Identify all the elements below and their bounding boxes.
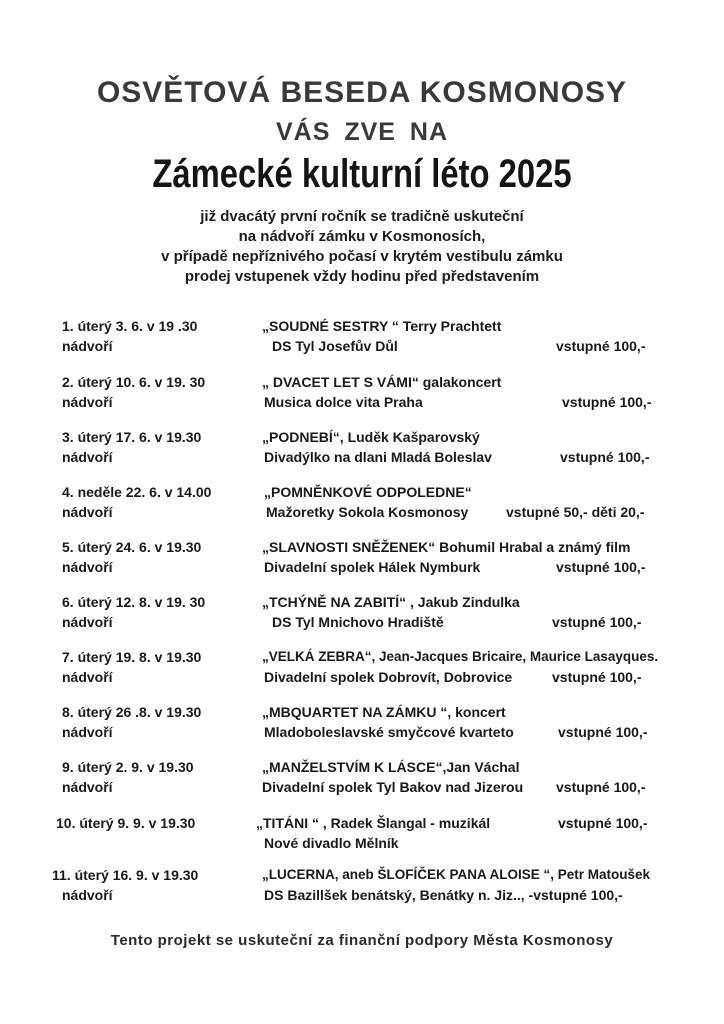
event-item bbox=[0, 867, 724, 907]
event-item bbox=[0, 374, 724, 414]
event-title: „MBQUARTET NA ZÁMKU “, koncert bbox=[262, 704, 506, 720]
event-date: 11. úterý 16. 9. v 19.30 bbox=[52, 867, 199, 883]
event-price: vstupné 100,- bbox=[558, 815, 648, 831]
event-date: 7. úterý 19. 8. v 19.30 bbox=[62, 649, 202, 665]
festival-title: Zámecké kulturní léto 2025 bbox=[152, 152, 572, 196]
organizer-heading: OSVĚTOVÁ BESEDA KOSMONOSY bbox=[96, 76, 628, 109]
event-date: 5. úterý 24. 6. v 19.30 bbox=[62, 539, 202, 555]
intro-line: v případě nepříznivého počasí v krytém vestibulu zámku bbox=[161, 248, 563, 265]
event-performer: Divadýlko na dlani Mladá Boleslav bbox=[264, 449, 492, 465]
event-title: „TITÁNI “ , Radek Šlangal - muzikál bbox=[256, 815, 491, 831]
intro-line: prodej vstupenek vždy hodinu před představením bbox=[184, 268, 540, 285]
event-title: „TCHÝNĚ NA ZABITÍ“ , Jakub Zindulka bbox=[262, 594, 520, 610]
event-title: „POMNĚNKOVÉ ODPOLEDNE“ bbox=[264, 484, 472, 500]
invite-line: VÁS ZVE NA bbox=[275, 118, 449, 146]
event-venue: nádvoří bbox=[62, 504, 113, 520]
footer-note: Tento projekt se uskuteční za finanční podpory Města Kosmonosy bbox=[110, 932, 614, 949]
intro-line: již dvacátý první ročník se tradičně uskuteční bbox=[200, 208, 524, 225]
event-title: „ DVACET LET S VÁMI“ galakoncert bbox=[262, 374, 502, 390]
event-performer: DS Tyl Mnichovo Hradiště bbox=[272, 614, 444, 630]
event-item bbox=[0, 649, 724, 689]
event-performer: Mažoretky Sokola Kosmonosy bbox=[266, 504, 469, 520]
event-title: „SOUDNÉ SESTRY “ Terry Prachtett bbox=[262, 318, 502, 334]
event-price: vstupné 100,- bbox=[552, 669, 642, 685]
intro-line: na nádvoří zámku v Kosmonosích, bbox=[238, 228, 486, 245]
event-performer: Divadelní spolek Dobrovít, Dobrovice bbox=[264, 669, 513, 685]
event-venue: nádvoří bbox=[62, 887, 113, 903]
event-date: 3. úterý 17. 6. v 19.30 bbox=[62, 429, 202, 445]
event-title: „VELKÁ ZEBRA“, Jean-Jacques Bricaire, Maurice Lasayques. bbox=[262, 649, 659, 664]
event-item bbox=[0, 484, 724, 524]
event-title: „MANŽELSTVÍM K LÁSCE“,Jan Váchal bbox=[262, 759, 520, 775]
event-item bbox=[0, 759, 724, 799]
event-price: vstupné 100,- bbox=[560, 449, 650, 465]
event-price: vstupné 100,- bbox=[562, 394, 652, 410]
event-date: 2. úterý 10. 6. v 19. 30 bbox=[62, 374, 206, 390]
event-performer: Nové divadlo Mělník bbox=[264, 835, 399, 851]
event-item bbox=[0, 815, 724, 855]
event-performer: Divadelní spolek Hálek Nymburk bbox=[264, 559, 481, 575]
event-venue: nádvoří bbox=[62, 338, 113, 354]
event-item bbox=[0, 539, 724, 579]
event-venue: nádvoří bbox=[62, 559, 113, 575]
event-title: „LUCERNA, aneb ŠLOFÍČEK PANA ALOISE “, Petr Matoušek bbox=[262, 867, 651, 882]
event-date: 9. úterý 2. 9. v 19.30 bbox=[62, 759, 194, 775]
event-price: vstupné 100,- bbox=[552, 614, 642, 630]
event-price: vstupné 100,- bbox=[556, 338, 646, 354]
event-date: 1. úterý 3. 6. v 19 .30 bbox=[62, 318, 198, 334]
event-performer: Musica dolce vita Praha bbox=[264, 394, 423, 410]
intro-text bbox=[0, 207, 724, 287]
event-venue: nádvoří bbox=[62, 669, 113, 685]
event-item bbox=[0, 704, 724, 744]
event-venue: nádvoří bbox=[62, 724, 113, 740]
event-price: vstupné 100,- bbox=[558, 724, 648, 740]
event-venue: nádvoří bbox=[62, 779, 113, 795]
event-performer: DS Tyl Josefův Důl bbox=[272, 338, 398, 354]
event-performer: Divadelní spolek Tyl Bakov nad Jizerou bbox=[262, 779, 524, 795]
event-item bbox=[0, 429, 724, 469]
event-date: 4. neděle 22. 6. v 14.00 bbox=[62, 484, 212, 500]
event-date: 8. úterý 26 .8. v 19.30 bbox=[62, 704, 202, 720]
event-date: 6. úterý 12. 8. v 19. 30 bbox=[62, 594, 206, 610]
event-price: vstupné 50,- děti 20,- bbox=[506, 504, 645, 520]
event-venue: nádvoří bbox=[62, 394, 113, 410]
event-venue: nádvoří bbox=[62, 449, 113, 465]
event-item bbox=[0, 594, 724, 634]
event-title: „SLAVNOSTI SNĚŽENEK“ Bohumil Hrabal a známý film bbox=[262, 539, 631, 555]
event-item bbox=[0, 318, 724, 358]
event-date: 10. úterý 9. 9. v 19.30 bbox=[56, 815, 196, 831]
event-venue: nádvoří bbox=[62, 614, 113, 630]
event-performer: DS Bazillšek benátský, Benátky n. Jiz.., -vstupné 100,- bbox=[264, 887, 623, 903]
event-price: vstupné 100,- bbox=[556, 559, 646, 575]
event-performer: Mladoboleslavské smyčcové kvarteto bbox=[264, 724, 514, 740]
event-price: vstupné 100,- bbox=[556, 779, 646, 795]
event-title: „PODNEBÍ“, Luděk Kašparovský bbox=[262, 429, 480, 445]
